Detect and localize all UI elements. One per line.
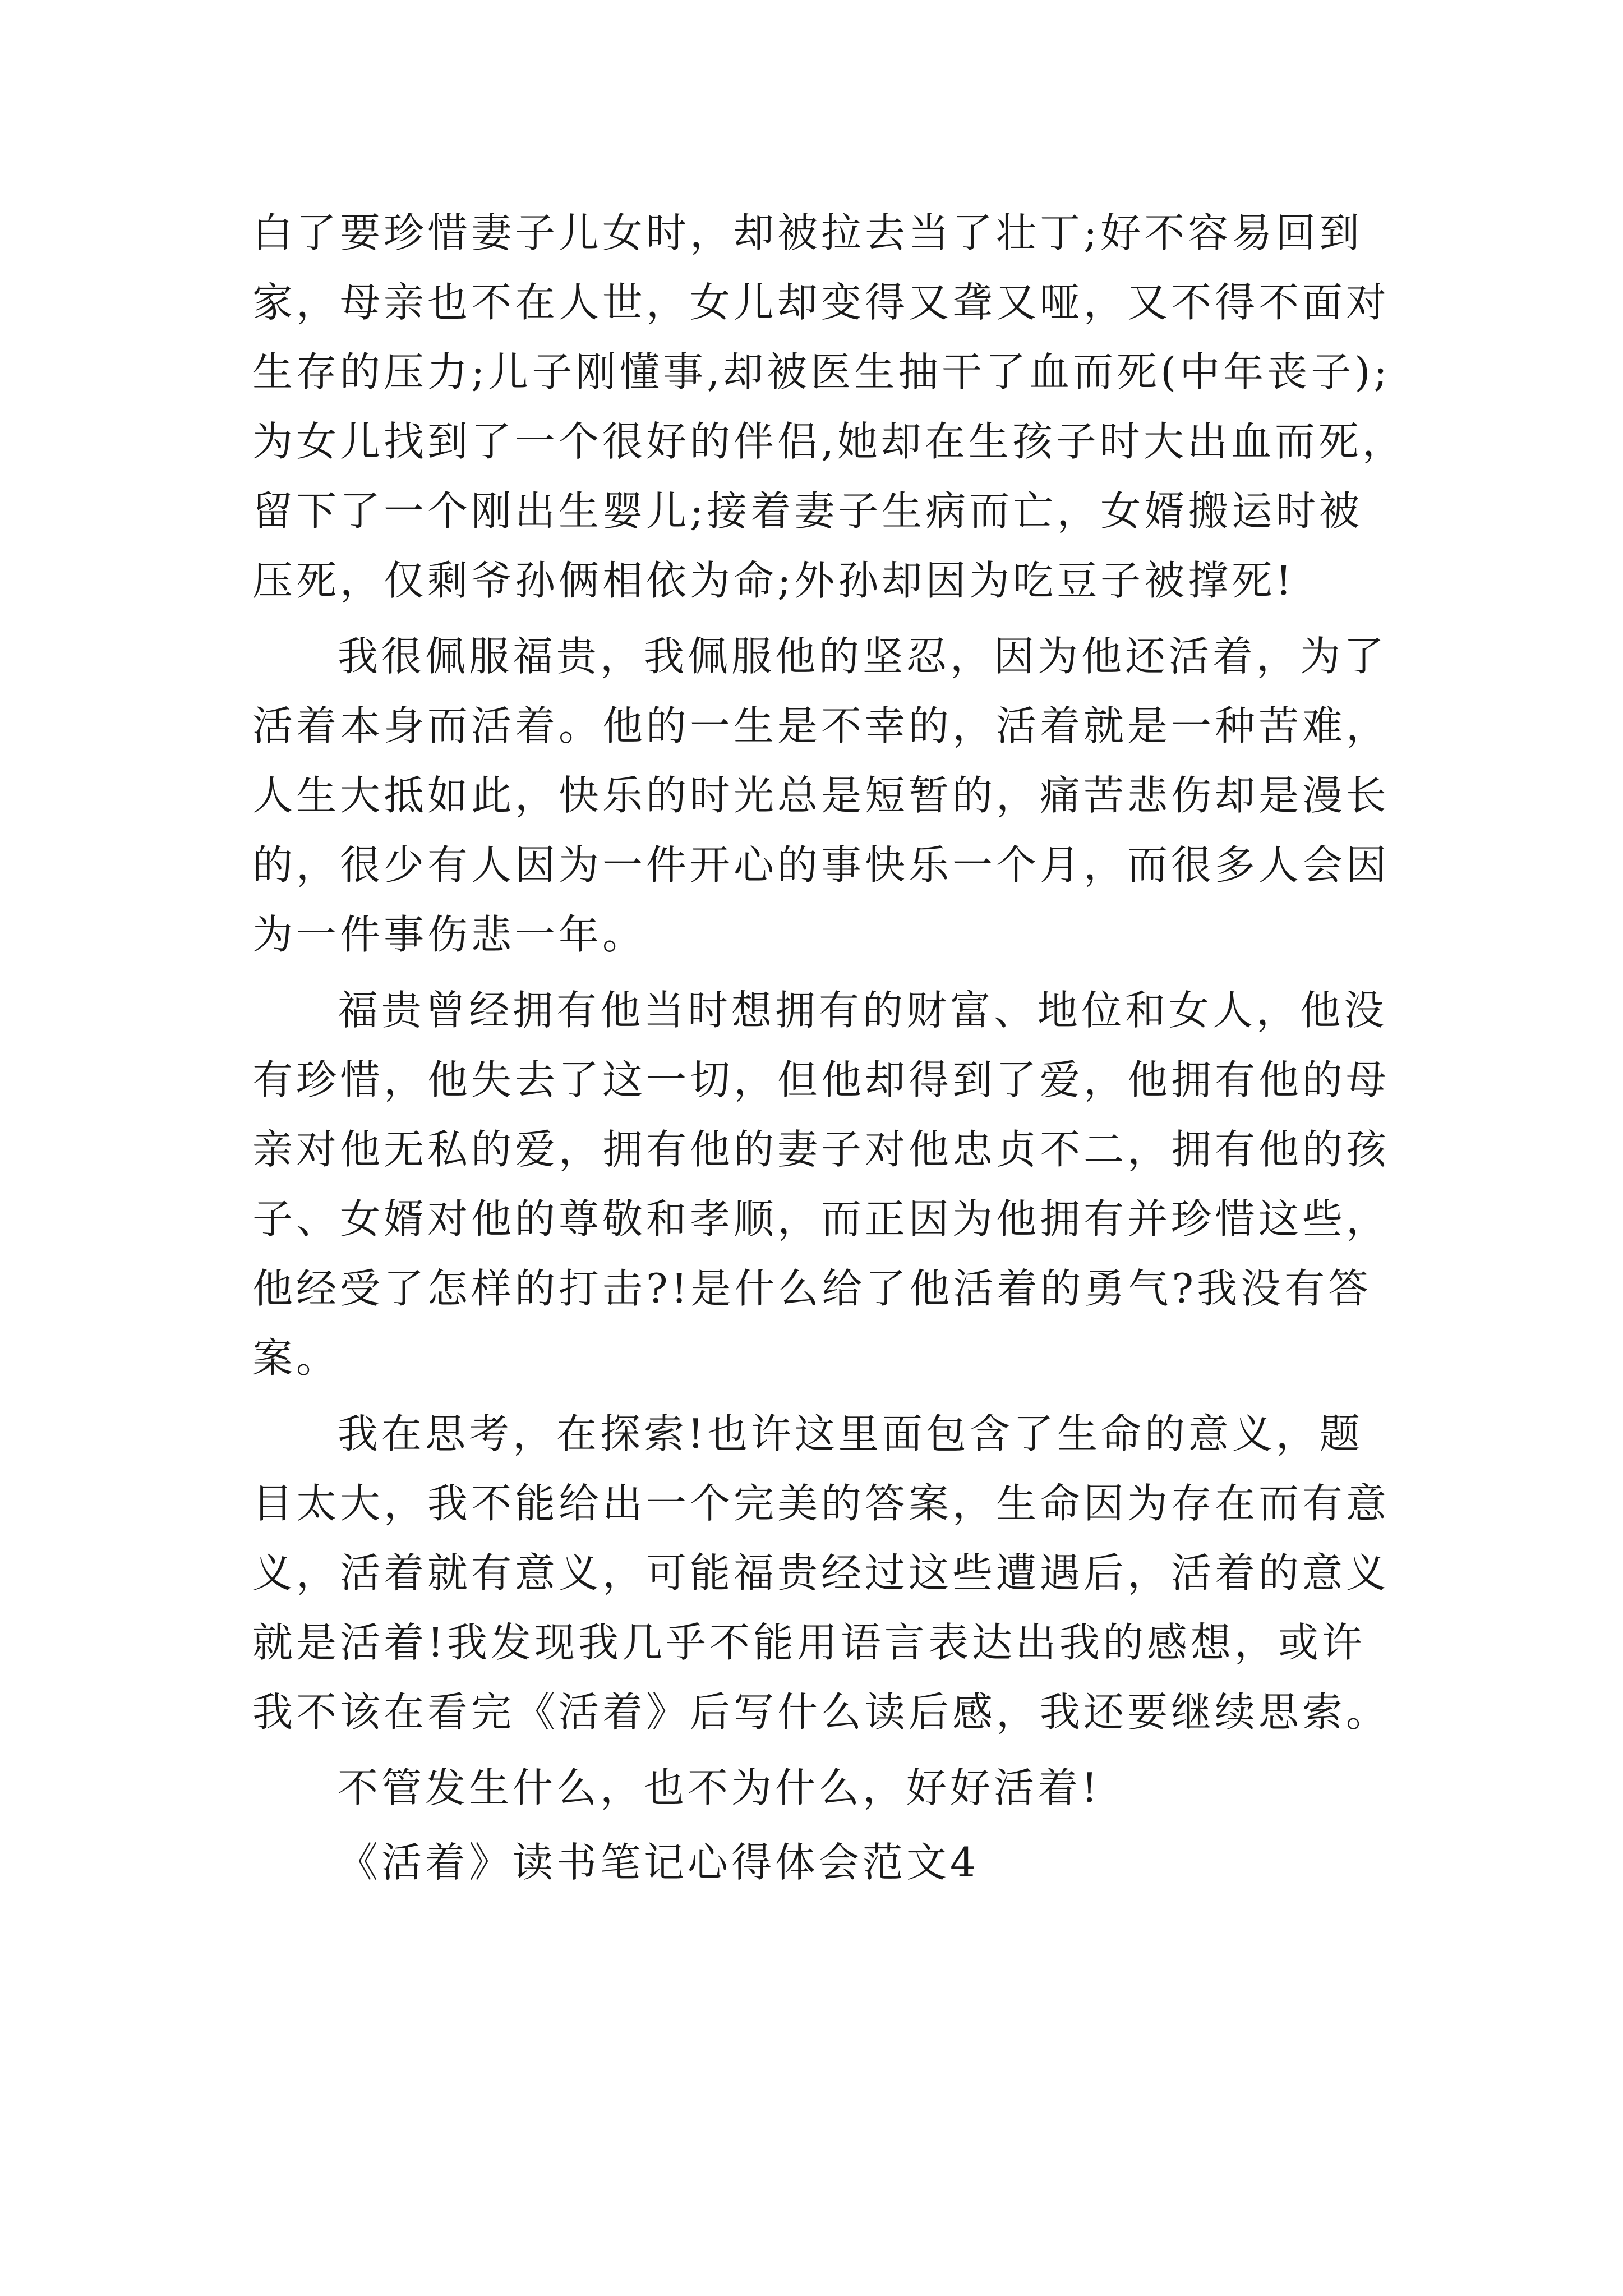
- paragraph-first-line: 我很佩服福贵，我佩服他的坚忍，因为他还活着，为了: [338, 633, 1388, 680]
- text-line: 人生大抵如此，快乐的时光总是短暂的，痛苦悲伤却是漫长: [252, 772, 1390, 819]
- paragraph-first-line: 不管发生什么，也不为什么，好好活着!: [338, 1764, 1101, 1811]
- text-line: 为女儿找到了一个很好的伴侣,她却在生孩子时大出血而死，: [252, 418, 1406, 465]
- text-line: 留下了一个刚出生婴儿;接着妻子生病而亡，女婿搬运时被: [252, 487, 1363, 535]
- text-line: 子、女婿对他的尊敬和孝顺，而正因为他拥有并珍惜这些，: [252, 1195, 1390, 1243]
- text-line: 我不该在看完《活着》后写什么读后感，我还要继续思索。: [252, 1688, 1390, 1736]
- text-line: 的，很少有人因为一件开心的事快乐一个月，而很多人会因: [252, 841, 1390, 889]
- text-line: 白了要珍惜妻子儿女时，却被拉去当了壮丁;好不容易回到: [252, 209, 1363, 256]
- text-line: 义，活着就有意义，可能福贵经过这些遭遇后，活着的意义: [252, 1549, 1390, 1596]
- text-line: 亲对他无私的爱，拥有他的妻子对他忠贞不二，拥有他的孩: [252, 1126, 1390, 1173]
- text-line: 就是活着!我发现我几乎不能用语言表达出我的感想，或许: [252, 1619, 1366, 1666]
- paragraph-first-line: 我在思考，在探索!也许这里面包含了生命的意义，题: [338, 1410, 1363, 1457]
- paragraph-first-line: 福贵曾经拥有他当时想拥有的财富、地位和女人，他没: [338, 987, 1388, 1034]
- text-line: 目太大，我不能给出一个完美的答案，生命因为存在而有意: [252, 1480, 1390, 1527]
- text-line: 案。: [252, 1335, 340, 1382]
- text-line: 活着本身而活着。他的一生是不幸的，活着就是一种苦难，: [252, 702, 1390, 749]
- section-heading: 《活着》读书笔记心得体会范文4: [338, 1839, 979, 1886]
- text-line: 为一件事伤悲一年。: [252, 911, 647, 958]
- text-line: 他经受了怎样的打击?!是什么给了他活着的勇气?我没有答: [252, 1265, 1372, 1312]
- text-line: 压死，仅剩爷孙俩相依为命;外孙却因为吃豆子被撑死!: [252, 557, 1295, 604]
- text-line: 有珍惜，他失去了这一切，但他却得到了爱，他拥有他的母: [252, 1056, 1390, 1103]
- text-line: 生存的压力;儿子刚懂事,却被医生抽干了血而死(中年丧子);: [252, 348, 1391, 395]
- text-line: 家，母亲也不在人世，女儿却变得又聋又哑，又不得不面对: [252, 279, 1390, 326]
